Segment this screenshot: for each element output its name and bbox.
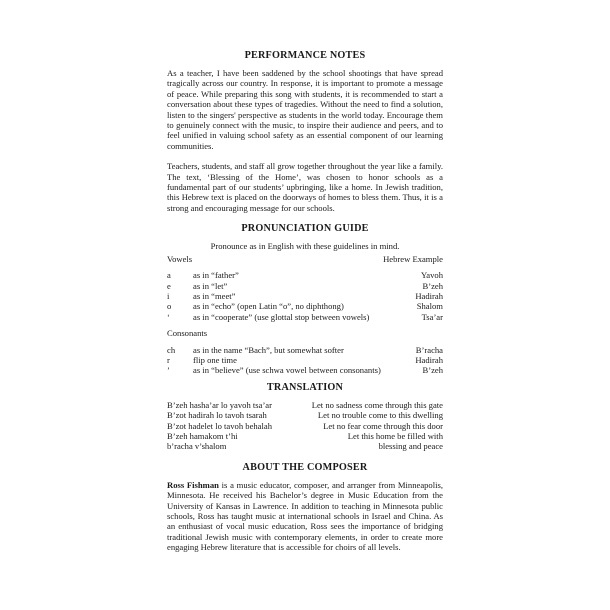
english-line: Let no fear come through this door xyxy=(323,420,443,431)
translation-list xyxy=(167,400,443,452)
composer-bio xyxy=(167,480,443,553)
hebrew-line: B’zeh hasha’ar lo yavoh tsa’ar xyxy=(167,399,272,410)
consonant-example: B’zeh xyxy=(422,365,443,376)
vowel-description: as in “meet” xyxy=(193,290,236,301)
translation-heading: TRANSLATION xyxy=(266,381,344,393)
translation-row xyxy=(167,441,443,451)
vowel-symbol: o xyxy=(167,301,172,312)
english-line: Let this home be filled with xyxy=(347,430,443,441)
translation-row xyxy=(167,421,443,431)
translation-row xyxy=(167,431,443,441)
about-composer-heading: ABOUT THE COMPOSER xyxy=(242,461,368,473)
vowel-row xyxy=(167,312,443,322)
consonant-description: as in the name “Bach”, but somewhat softer xyxy=(193,344,344,355)
vowel-description: as in “echo” (open Latin “o”, no diphthong) xyxy=(193,301,344,312)
composer-name: Ross Fishman xyxy=(167,479,219,490)
hebrew-line: B’zot hadirah lo tavoh tsarah xyxy=(167,410,267,421)
vowel-description: as in “let” xyxy=(193,280,228,291)
vowel-row xyxy=(167,281,443,291)
consonants-list xyxy=(167,345,443,376)
vowel-description: as in “cooperate” (use glottal stop between vowels) xyxy=(193,311,370,322)
consonant-row xyxy=(167,365,443,375)
pronunciation-guide-heading: PRONUNCIATION GUIDE xyxy=(241,223,369,235)
performance-notes-paragraph-1: As a teacher, I have been saddened by the school shootings that have spread tragically across our country. In response, it is important to promote a message of peace. While preparing this song with students, it is recommended to start a conversation about these types of tragedies. Without the need to find a solution, listen to the singers' perspective as students in the world today. Encourage them to genuinely connect with the music, to inspire their audience and peers, and to feel unified in valuing school safety as an essential component of our learning communities. xyxy=(167,68,443,151)
vowel-symbol: i xyxy=(167,290,170,301)
pronunciation-intro: Pronounce as in English with these guidelines in mind. xyxy=(210,241,400,252)
translation-row xyxy=(167,400,443,410)
english-line: Let no trouble come to this dwelling xyxy=(317,410,443,421)
performance-notes-heading: PERFORMANCE NOTES xyxy=(244,50,366,61)
hebrew-line: B’zeh hamakom t’hi xyxy=(167,430,238,441)
english-line: Let no sadness come through this gate xyxy=(311,399,443,410)
composer-bio-text: is a music educator, composer, and arranger from Minneapolis, Minnesota. He received his Bachelor’s degree in Music Education from the University of Kansas in Lawrence. In addition to teaching in Minnesota public schools, Ross has taught music at international schools in Israel and China. As an enthusiast of vocal music education, Ross sees the importance of bridging traditional Jewish music with contemporary elements, in order to create more engaging Hebrew literature that is accessible for choirs of all levels. xyxy=(167,479,443,553)
consonant-symbol: ’ xyxy=(167,365,170,376)
vowel-example: Shalom xyxy=(416,301,443,312)
hebrew-line: b’racha v’shalom xyxy=(167,441,227,452)
vowel-example: Tsa’ar xyxy=(421,311,443,322)
vowel-symbol: e xyxy=(167,280,171,291)
translation-row xyxy=(167,410,443,420)
english-line: blessing and peace xyxy=(378,441,443,452)
consonant-symbol: r xyxy=(167,354,170,365)
vowel-example: Yavoh xyxy=(420,270,443,281)
vowels-header-row xyxy=(167,254,443,264)
consonants-label: Consonants xyxy=(167,328,208,339)
consonant-row xyxy=(167,355,443,365)
consonant-description: as in “believe” (use schwa vowel between consonants) xyxy=(193,365,381,376)
vowel-description: as in “father” xyxy=(193,270,239,281)
performance-notes-paragraph-2: Teachers, students, and staff all grow together throughout the year like a family. The text, ‘Blessing of the Home’, was chosen to honor schools as a fundamental part of our students’ upbringing, like a home. In Jewish tradition, this Hebrew text is placed on the doorways of homes to bless them. Thus, it is a strong and encouraging message for our schools. xyxy=(167,161,443,213)
vowel-symbol: ‘ xyxy=(167,311,170,322)
hebrew-example-label: Hebrew Example xyxy=(383,253,443,264)
vowel-row xyxy=(167,291,443,301)
vowel-symbol: a xyxy=(167,270,171,281)
consonant-example: B’racha xyxy=(415,344,443,355)
vowels-label: Vowels xyxy=(167,253,193,264)
consonant-description: flip one time xyxy=(193,354,237,365)
consonant-row xyxy=(167,345,443,355)
consonant-symbol: ch xyxy=(167,344,176,355)
vowel-example: B’zeh xyxy=(422,280,443,291)
consonant-example: Hadirah xyxy=(415,354,443,365)
vowel-row xyxy=(167,301,443,311)
document-page xyxy=(167,50,443,553)
vowels-list xyxy=(167,270,443,322)
vowel-example: Hadirah xyxy=(415,290,443,301)
vowel-row xyxy=(167,270,443,280)
hebrew-line: B’zot hadelet lo tavoh behalah xyxy=(167,420,272,431)
